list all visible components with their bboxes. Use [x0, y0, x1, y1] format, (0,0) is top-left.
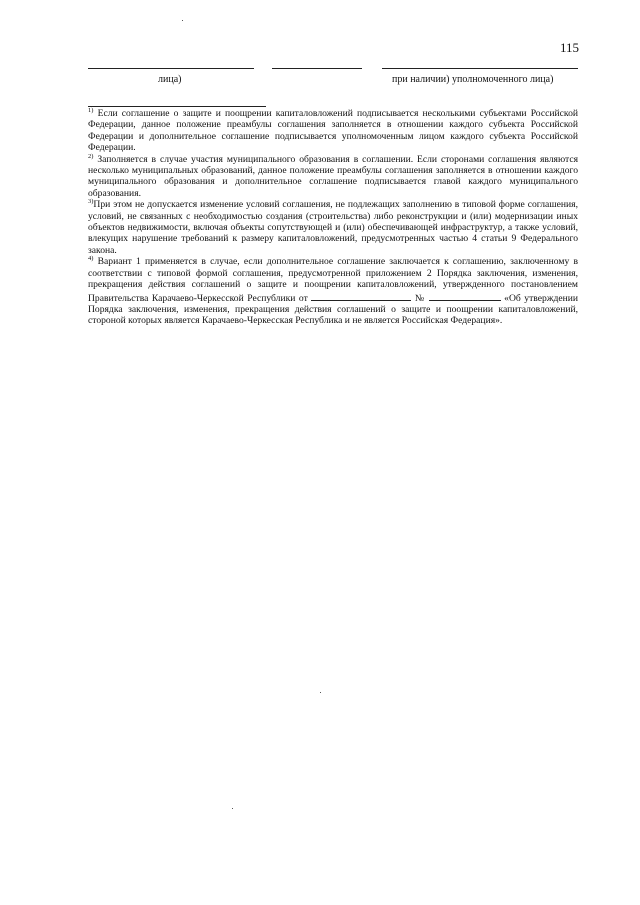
footnote-text: При этом не допускается изменение условий соглашения, не подлежащих заполнению в типовой форме соглашения, условий, не связанных с необходимостью создания (строительства) либо реконструкции и (или) модернизации иных объектов недвижимости, включая объекты сопутствующей и (или) обеспечивающей инфраструктур, а также условий, влекущих нарушение требований к размеру капиталовложений, предусмотренных частью 4 статьи 9 Федерального закона.	[88, 199, 578, 256]
footnote-text: Заполняется в случае участия муниципального образования в соглашении. Если сторонами соглашения являются несколько муниципальных образований, данное положение преамбулы соглашения заполняется в отношении каждого муниципального образования и дополнительное соглашение подписывается главой каждого муниципального образования.	[88, 153, 578, 199]
footnote-marker: 2)	[88, 152, 94, 160]
signature-line-middle	[272, 68, 362, 69]
scan-speck	[182, 20, 183, 21]
footnote-rule	[88, 106, 266, 107]
footnote-marker: 1)	[88, 107, 94, 114]
page-number: 115	[560, 40, 580, 55]
footnote-4	[88, 256, 578, 326]
footnotes-section	[88, 108, 578, 327]
scan-speck	[320, 692, 321, 693]
date-blank-line	[311, 291, 411, 301]
signature-label-right: при наличии) уполномоченного лица)	[392, 74, 554, 85]
footnote-2	[88, 154, 578, 200]
scan-speck	[232, 808, 233, 809]
footnote-3	[88, 199, 578, 256]
signature-label-left: лица)	[158, 74, 182, 85]
footnote-marker: 4)	[88, 255, 94, 263]
footnote-text: Вариант 1 применяется в случае, если дополнительное соглашение заключается к соглашению, заключенному в соответствии с типовой формой соглашения, предусмотренной приложением 2 Порядка заключения, изменения, прекращения действия соглашений о защите и поощрении капиталовложений, утвержденного постановлением Правительства Карачаево-Черкесской Республики от	[88, 256, 578, 304]
signature-line-right	[382, 68, 578, 69]
number-blank-line	[429, 291, 501, 301]
footnote-1	[88, 108, 578, 154]
number-sign: №	[414, 292, 426, 304]
footnote-marker: 3)	[88, 198, 94, 206]
signature-line-left	[88, 68, 254, 69]
footnote-text-continued: «Об утверждении Порядка заключения, изменения, прекращения действия соглашений о защите и поощрении капиталовложений, стороной которых является Карачаево-Черкесская Республика и не является Российская Федерация».	[88, 292, 578, 327]
footnote-text: Если соглашение о защите и поощрении капиталовложений подписывается несколькими субъектами Российской Федерации, данное положение преамбулы соглашения заполняется в отношении каждого субъекта Российской Федерации и дополнительное соглашение подписывается уполномоченным лицом каждого субъекта Российской Федерации.	[88, 108, 578, 154]
